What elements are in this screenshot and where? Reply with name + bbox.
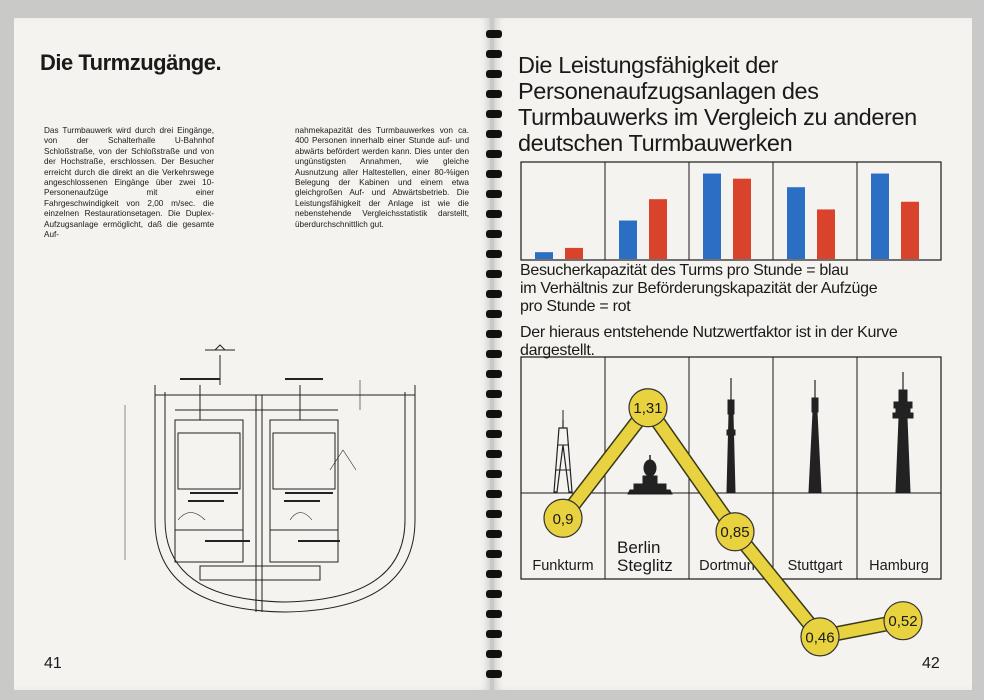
- caption2-line-1: Der hieraus entstehende Nutzwertfaktor ist in der Kurve: [520, 324, 898, 341]
- curve-point-label-4: 0,52: [888, 613, 918, 631]
- curve-point-label-0: 0,9: [552, 510, 574, 528]
- caption2-line-2: dargestellt.: [520, 342, 595, 359]
- category-label-0: Funkturm: [532, 558, 594, 574]
- caption-line-2: im Verhältnis zur Beförderungskapazität der Aufzüge: [520, 280, 878, 297]
- category-label-1: Steglitz: [617, 556, 673, 575]
- stuttgart-tower-icon: [809, 380, 821, 492]
- category-label-1: Berlin: [617, 538, 661, 557]
- category-label-3: Stuttgart: [787, 558, 843, 574]
- caption-line-1: Besucherkapazität des Turms pro Stunde = blau: [520, 262, 849, 279]
- tower-silhouettes: [554, 372, 913, 494]
- page-number-right: 42: [922, 655, 940, 672]
- category-label-2: Dortmund: [699, 558, 763, 574]
- left-page-title: Die Turmzugänge.: [40, 50, 222, 75]
- dortmund-tower-icon: [727, 378, 735, 492]
- curve-point-label-2: 0,85: [720, 524, 750, 542]
- curve-point-label-1: 1,31: [633, 400, 663, 418]
- caption-line-3: pro Stunde = rot: [520, 298, 631, 315]
- right-page-title: Die Leistungsfähigkeit der Personenaufzugsanlagen des Turmbauwerks im Vergleich zu anderen deutschen Turmbauwerken: [518, 52, 917, 156]
- body-text-column-1: Das Turmbauwerk wird durch drei Eingänge, von der Schalterhalle U-Bahnhof Schloßstraße, von der Schloßstraße und von der Hochstraße, erschlossen. Der Besucher erreicht durch die direkt an die Verkehrswege angeschlossenen Eingänge über zwei 10-Personenaufzüge mit einer Fahrgeschwindigkeit von 2,00 m/sec. die einzelnen Restaurationsetagen. Die Duplex-Aufzugsanlage ermöglicht, daß die gesamte Auf-: [44, 126, 214, 240]
- steglitz-tower-icon: [628, 455, 672, 494]
- page-number-left: 41: [44, 655, 62, 672]
- curve-point-label-3: 0,46: [805, 629, 835, 647]
- funkturm-icon: [554, 410, 572, 492]
- body-text-column-2: nahmekapazität des Turmbauwerkes von ca. 400 Personen innerhalb einer Stunde auf- und abwärts befördert werden kann. Dies unter den ungünstigsten Annahmen, wie gleiche Ausnutzung aller Haltestellen, einer 80-%igen Belegung der Kabinen und einem etwa gleichgroßen Auf- und Abwärtsbetrieb. Die Leistungsfähigkeit der Anlage ist wie die nebenstehende Vergleichsstatistik darstellt, überdurchschnittlich gut.: [295, 126, 469, 229]
- category-label-4: Hamburg: [869, 558, 929, 574]
- hamburg-tower-icon: [893, 372, 913, 492]
